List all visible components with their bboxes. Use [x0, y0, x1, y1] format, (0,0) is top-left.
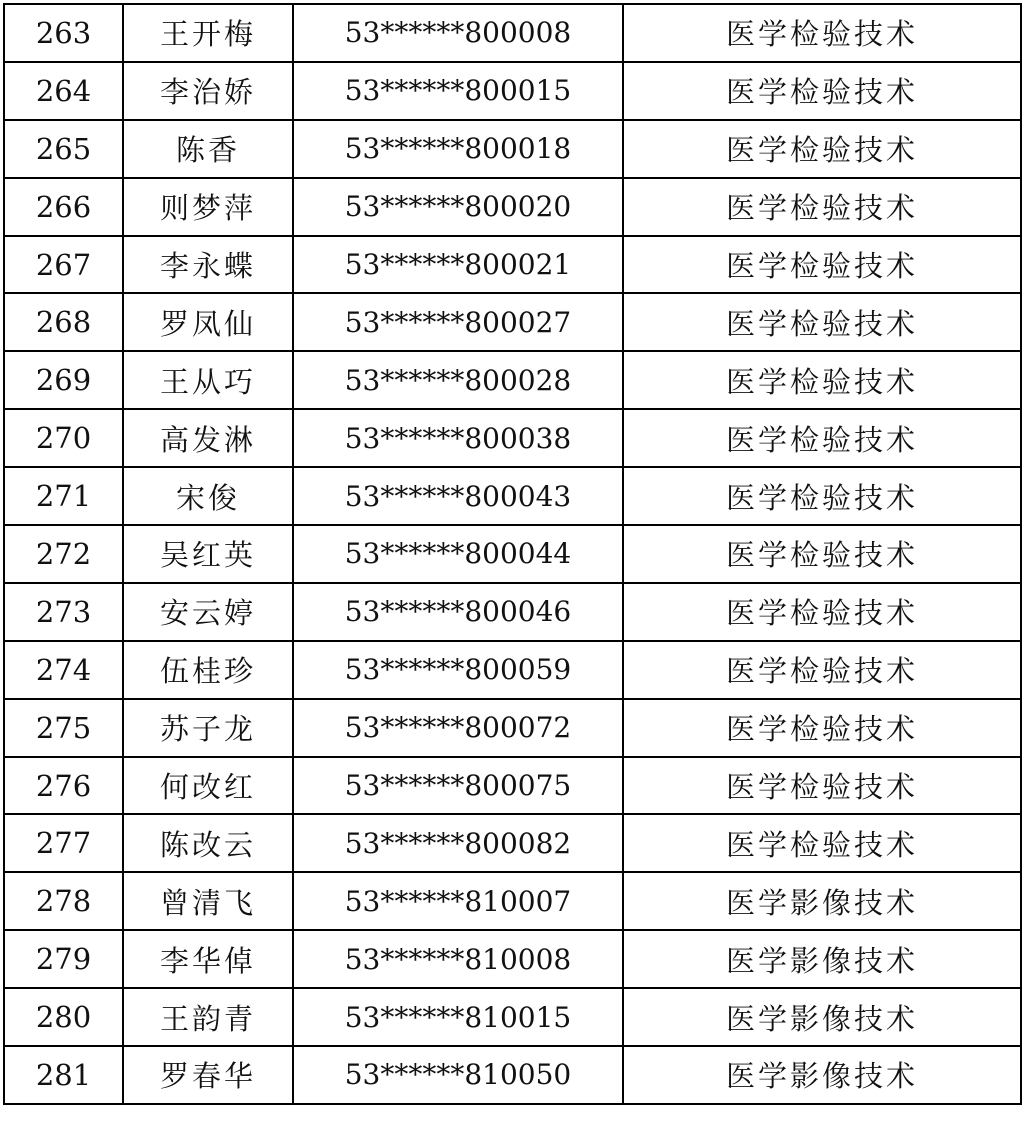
table-row [4, 351, 1021, 409]
row-number-cell: 267 [4, 236, 123, 294]
student-name-cell: 何改红 [123, 757, 293, 815]
roster-body [4, 4, 1021, 1104]
major-cell: 医学检验技术 [623, 351, 1021, 409]
row-number-cell: 275 [4, 699, 123, 757]
table-row [4, 62, 1021, 120]
student-name-cell: 王从巧 [123, 351, 293, 409]
table-row [4, 120, 1021, 178]
id-number-cell: 53******800059 [293, 641, 623, 699]
id-number-cell: 53******810008 [293, 930, 623, 988]
major-cell: 医学检验技术 [623, 583, 1021, 641]
table-row [4, 178, 1021, 236]
row-number-cell: 272 [4, 525, 123, 583]
major-cell: 医学检验技术 [623, 814, 1021, 872]
id-number-cell: 53******810050 [293, 1046, 623, 1104]
student-name-cell: 陈香 [123, 120, 293, 178]
major-cell: 医学检验技术 [623, 699, 1021, 757]
id-number-cell: 53******800027 [293, 293, 623, 351]
student-name-cell: 王开梅 [123, 4, 293, 62]
student-name-cell: 陈改云 [123, 814, 293, 872]
table-row [4, 467, 1021, 525]
major-cell: 医学检验技术 [623, 757, 1021, 815]
row-number-cell: 264 [4, 62, 123, 120]
major-cell: 医学检验技术 [623, 641, 1021, 699]
id-number-cell: 53******800015 [293, 62, 623, 120]
student-name-cell: 宋俊 [123, 467, 293, 525]
table-row [4, 641, 1021, 699]
row-number-cell: 281 [4, 1046, 123, 1104]
id-number-cell: 53******800008 [293, 4, 623, 62]
table-row [4, 293, 1021, 351]
row-number-cell: 263 [4, 4, 123, 62]
row-number-cell: 277 [4, 814, 123, 872]
id-number-cell: 53******800043 [293, 467, 623, 525]
row-number-cell: 279 [4, 930, 123, 988]
student-name-cell: 李治娇 [123, 62, 293, 120]
table-row [4, 930, 1021, 988]
id-number-cell: 53******800021 [293, 236, 623, 294]
major-cell: 医学检验技术 [623, 236, 1021, 294]
id-number-cell: 53******800044 [293, 525, 623, 583]
table-row [4, 1046, 1021, 1104]
id-number-cell: 53******810007 [293, 872, 623, 930]
student-name-cell: 王韵青 [123, 988, 293, 1046]
student-roster-table [3, 3, 1022, 1105]
student-name-cell: 李华倬 [123, 930, 293, 988]
id-number-cell: 53******800072 [293, 699, 623, 757]
major-cell: 医学检验技术 [623, 293, 1021, 351]
row-number-cell: 274 [4, 641, 123, 699]
row-number-cell: 269 [4, 351, 123, 409]
student-name-cell: 罗春华 [123, 1046, 293, 1104]
id-number-cell: 53******810015 [293, 988, 623, 1046]
major-cell: 医学检验技术 [623, 409, 1021, 467]
table-row [4, 409, 1021, 467]
major-cell: 医学影像技术 [623, 872, 1021, 930]
table-row [4, 814, 1021, 872]
table-row [4, 525, 1021, 583]
row-number-cell: 278 [4, 872, 123, 930]
major-cell: 医学影像技术 [623, 930, 1021, 988]
major-cell: 医学检验技术 [623, 467, 1021, 525]
table-row [4, 699, 1021, 757]
id-number-cell: 53******800046 [293, 583, 623, 641]
table-row [4, 4, 1021, 62]
student-name-cell: 李永蝶 [123, 236, 293, 294]
student-name-cell: 罗凤仙 [123, 293, 293, 351]
major-cell: 医学检验技术 [623, 178, 1021, 236]
major-cell: 医学影像技术 [623, 1046, 1021, 1104]
major-cell: 医学影像技术 [623, 988, 1021, 1046]
student-name-cell: 吴红英 [123, 525, 293, 583]
row-number-cell: 266 [4, 178, 123, 236]
row-number-cell: 265 [4, 120, 123, 178]
student-name-cell: 则梦萍 [123, 178, 293, 236]
student-name-cell: 伍桂珍 [123, 641, 293, 699]
row-number-cell: 276 [4, 757, 123, 815]
table-row [4, 236, 1021, 294]
id-number-cell: 53******800038 [293, 409, 623, 467]
row-number-cell: 270 [4, 409, 123, 467]
row-number-cell: 273 [4, 583, 123, 641]
student-name-cell: 苏子龙 [123, 699, 293, 757]
table-row [4, 872, 1021, 930]
id-number-cell: 53******800020 [293, 178, 623, 236]
table-row [4, 583, 1021, 641]
student-name-cell: 安云婷 [123, 583, 293, 641]
major-cell: 医学检验技术 [623, 120, 1021, 178]
student-name-cell: 高发淋 [123, 409, 293, 467]
id-number-cell: 53******800082 [293, 814, 623, 872]
row-number-cell: 268 [4, 293, 123, 351]
table-row [4, 757, 1021, 815]
id-number-cell: 53******800028 [293, 351, 623, 409]
major-cell: 医学检验技术 [623, 525, 1021, 583]
student-name-cell: 曾清飞 [123, 872, 293, 930]
row-number-cell: 280 [4, 988, 123, 1046]
major-cell: 医学检验技术 [623, 62, 1021, 120]
table-row [4, 988, 1021, 1046]
id-number-cell: 53******800075 [293, 757, 623, 815]
id-number-cell: 53******800018 [293, 120, 623, 178]
row-number-cell: 271 [4, 467, 123, 525]
major-cell: 医学检验技术 [623, 4, 1021, 62]
